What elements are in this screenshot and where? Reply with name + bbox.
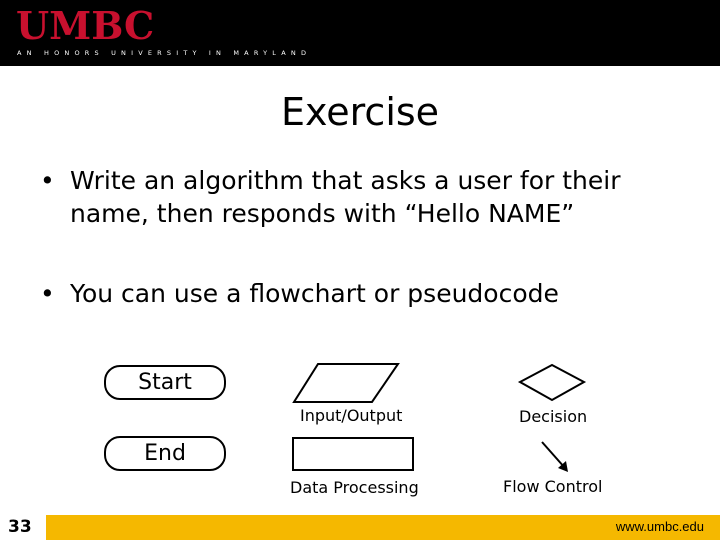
- page-number: 33: [8, 517, 32, 537]
- data-processing-rectangle: [292, 437, 414, 471]
- umbc-logo: UMBC: [16, 3, 155, 48]
- footer-url: www.umbc.edu: [615, 519, 704, 534]
- flow-arrow-icon: [538, 438, 572, 474]
- bullet-1-text: Write an algorithm that asks a user for their name, then responds with “Hello NAME”: [70, 166, 621, 228]
- start-terminal-shape: [104, 365, 226, 400]
- start-label: Start: [138, 370, 192, 395]
- flow-control-label: Flow Control: [503, 477, 603, 496]
- footer-bar: [0, 515, 720, 540]
- decision-diamond: [517, 362, 587, 404]
- university-tagline: AN HONORS UNIVERSITY IN MARYLAND: [17, 49, 312, 57]
- input-output-label: Input/Output: [300, 406, 403, 425]
- slide-title: Exercise: [280, 90, 440, 134]
- bullet-2-text: You can use a flowchart or pseudocode: [70, 279, 559, 308]
- decision-label: Decision: [519, 407, 588, 426]
- bullet-dot: •: [40, 166, 55, 195]
- end-terminal-shape: [104, 436, 226, 471]
- data-processing-label: Data Processing: [290, 478, 419, 497]
- bullet-dot: •: [40, 279, 55, 308]
- input-output-parallelogram: [292, 362, 402, 404]
- end-label: End: [144, 441, 186, 466]
